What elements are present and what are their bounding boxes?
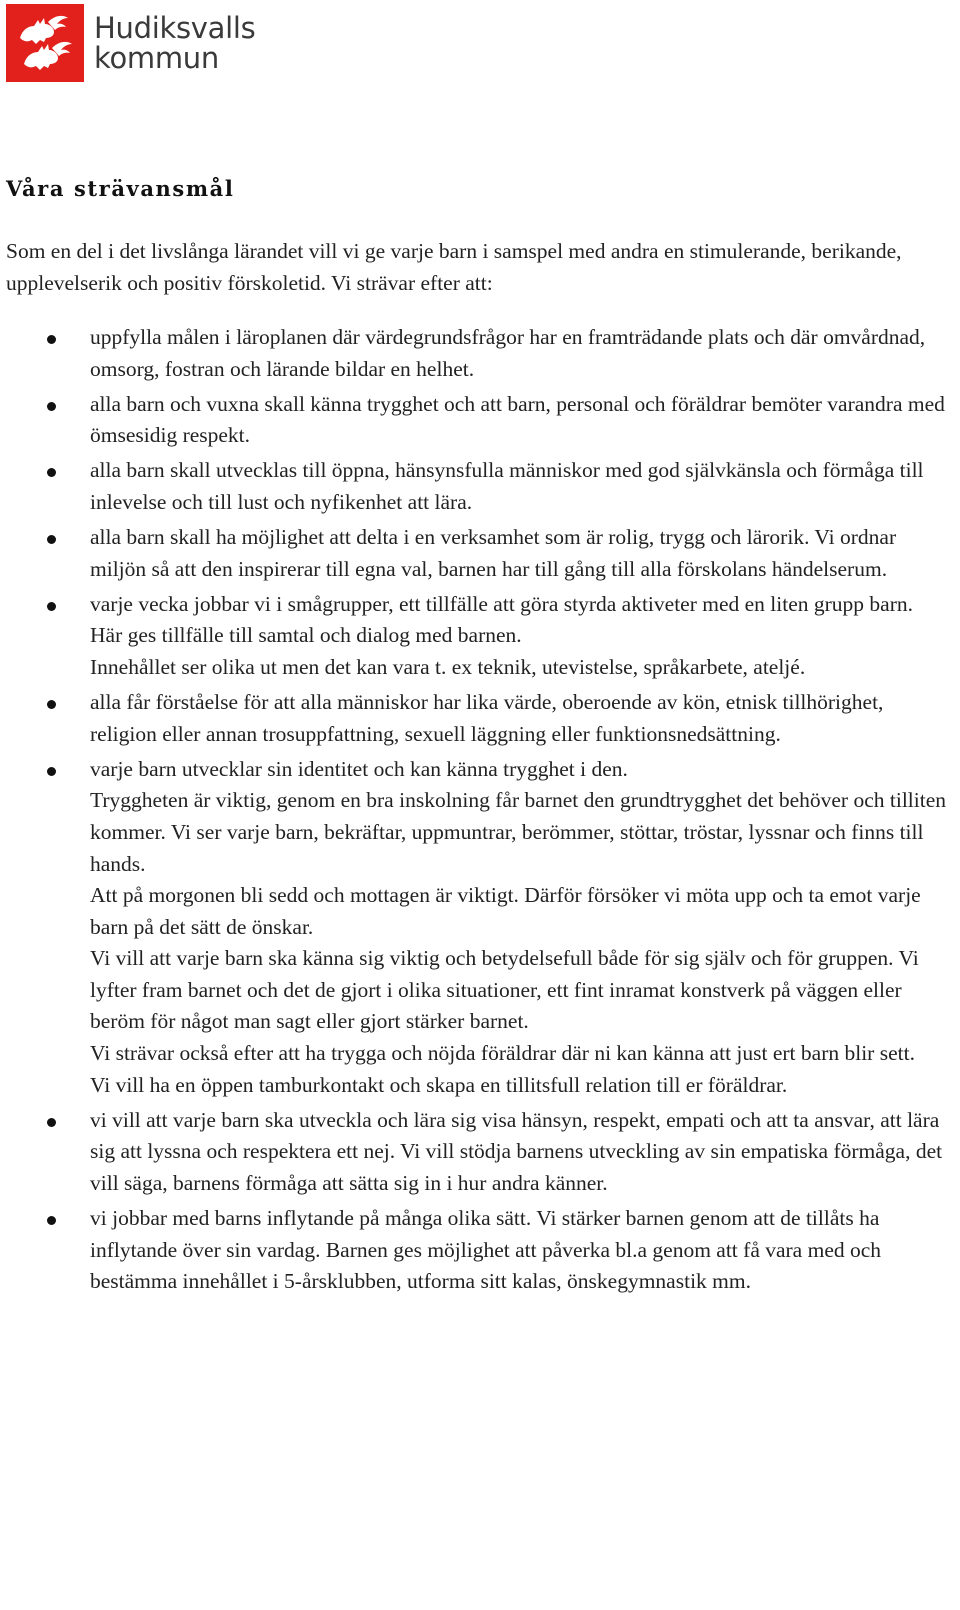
bullet-icon <box>47 767 56 776</box>
list-item <box>0 754 950 1102</box>
logo-wordmark <box>94 13 255 73</box>
logo-line-2: kommun <box>94 41 219 75</box>
goals-list <box>0 322 950 1301</box>
bullet-icon <box>47 1118 56 1127</box>
list-item-text: Vi vill att varje barn ska känna sig viktig och betydelsefull både för sig själv och för gruppen. Vi lyfter fram barnet och det de gjort i olika situationer, ett fint inramat konstverk på väggen eller beröm för något man sagt eller gjort stärker barnet. <box>90 946 919 1034</box>
logo-line-1: Hudiksvalls <box>94 11 256 45</box>
list-item-text: Innehållet ser olika ut men det kan vara t. ex teknik, utevistelse, språkarbete, ateljé. <box>90 654 806 679</box>
bullet-icon <box>47 402 56 411</box>
list-item-text: uppfylla målen i läroplanen där värdegrundsfrågor har en framträdande plats och där omvårdnad, omsorg, fostran och lärande bildar en helhet. <box>90 325 926 381</box>
page-title: Våra strävansmål <box>6 176 235 201</box>
goat-emblem-svg <box>10 8 80 78</box>
header <box>6 4 255 82</box>
bullet-icon <box>47 700 56 709</box>
list-item <box>0 687 950 750</box>
bullet-icon <box>47 535 56 544</box>
list-item <box>0 522 950 585</box>
list-item <box>0 322 950 385</box>
list-item-text: varje vecka jobbar vi i smågrupper, ett tillfälle att göra styrda aktiveter med en liten grupp barn. Här ges tillfälle till samtal och dialog med barnen. <box>90 591 914 648</box>
list-item-text: varje barn utvecklar sin identitet och kan känna trygghet i den. <box>90 756 628 781</box>
list-item <box>0 455 950 518</box>
bullet-icon <box>47 602 56 611</box>
list-item-text: alla barn skall ha möjlighet att delta i en verksamhet som är rolig, trygg och lärorik. Vi ordnar miljön så att den inspirerar till egna val, barnen har till gång till alla förskolans händelserum. <box>90 525 897 581</box>
list-item <box>0 1203 950 1298</box>
intro-paragraph: Som en del i det livslånga lärandet vill vi ge varje barn i samspel med andra en stimulerande, berikande, upplevelserik och positiv förskoletid. Vi strävar efter att: <box>6 239 902 295</box>
list-item <box>0 1105 950 1200</box>
bullet-icon <box>47 1216 56 1225</box>
list-item-text: Vi vill ha en öppen tamburkontakt och skapa en tillitsfull relation till er föräldrar. <box>90 1072 788 1097</box>
list-item-text: Tryggheten är viktig, genom en bra inskolning får barnet den grundtrygghet det behöver och tilliten kommer. Vi ser varje barn, bekräftar, uppmuntrar, berömmer, stöttar, tröstar, lyssnar och finns till hands. <box>90 788 947 876</box>
list-item <box>0 389 950 452</box>
list-item <box>0 589 950 684</box>
list-item-text: alla får förståelse för att alla människor har lika värde, oberoende av kön, etnisk tillhörighet, religion eller annan trosuppfattning, sexuell läggning eller funktionsnedsättning. <box>90 690 884 746</box>
goat-emblem-icon <box>6 4 84 82</box>
list-item-text: Vi strävar också efter att ha trygga och nöjda föräldrar där ni kan känna att just ert barn blir sett. <box>90 1041 915 1066</box>
bullet-icon <box>47 468 56 477</box>
list-item-text: vi jobbar med barns inflytande på många olika sätt. Vi stärker barnen genom att de tillåts ha inflytande över sin vardag. Barnen ges möjlighet att påverka bl.a genom att få vara med och bestämma innehållet i 5-årsklubben, utforma sitt kalas, önskegymnastik mm. <box>90 1206 882 1294</box>
list-item-text: alla barn och vuxna skall känna trygghet och att barn, personal och föräldrar bemöter varandra med ömsesidig respekt. <box>90 391 945 448</box>
list-item-text: Att på morgonen bli sedd och mottagen är viktigt. Därför försöker vi möta upp och ta emot varje barn på det sätt de önskar. <box>90 883 921 939</box>
list-item-text: alla barn skall utvecklas till öppna, hänsynsfulla människor med god självkänsla och förmåga till inlevelse och till lust och nyfikenhet att lära. <box>90 458 924 514</box>
bullet-icon <box>47 335 56 344</box>
list-item-text: vi vill att varje barn ska utveckla och lära sig visa hänsyn, respekt, empati och att ta ansvar, att lära sig att lyssna och respektera ett nej. Vi vill stödja barnens utveckling av sin empatiska förmåga, det vill säga, barnens förmåga att sätta sig in i hur andra känner. <box>90 1107 943 1195</box>
